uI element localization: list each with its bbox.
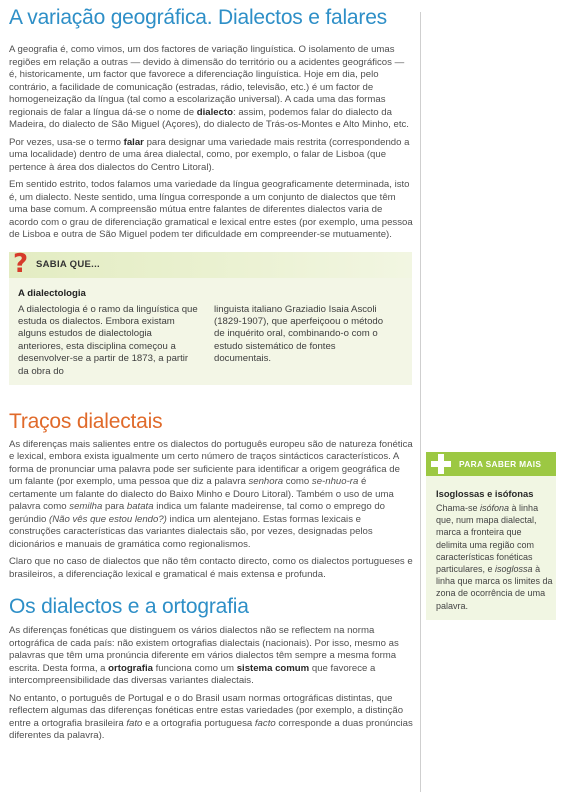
question-mark-icon: ? — [13, 248, 29, 279]
italic-term: semilha — [69, 501, 103, 513]
section3-paragraph-2: No entanto, o português de Portugal e o do Brasil usam normas ortográficas distintas, que reflectem algumas das diferenças fonéticas entre estas variedades (por exemplo, a distinção entre a ortografia brasileira fato e a ortografia portuguesa facto corresponde a duas pronúncias diferentes da palavra). — [9, 692, 413, 742]
section1-paragraph-3: Em sentido estrito, todos falamos uma variedade da língua geograficamente determinada, isto é, um dialecto. Neste sentido, uma língua corresponde a um conjunto de dialectos que têm uma base comum. A compreensão mútua entre falantes de diferentes dialectos varia de acordo com o grau de diferenciação gramatical e lexical entre estes (por exemplo, uma pessoa de Lisboa e outra de São Miguel podem ter dificuldade em compreender-se mutuamente). — [9, 179, 413, 240]
section1-paragraph-1: A geografia é, como vimos, um dos factores de variação linguística. O isolamento de umas regiões em relação a outras — devido à dimensão do território ou a acidentes geográficos — é, historicamente, um factor que favorece a diferenciação linguística. Hoje em dia, pelo contrário, a facilidade de comunicação (estradas, rádio, televisão, etc.) é um factor de homogeneização da língua (tal como a escolarização universal). A cada uma das formas regionais de falar a língua dá-se o nome de dialecto: assim, podemos falar do dialecto da Madeira, do dialecto de São Miguel (Açores), do dialecto de Trás-os-Montes e Alto Minho, etc. — [9, 44, 409, 130]
section3-paragraph-1: As diferenças fonéticas que distinguem os vários dialectos não se reflectem na norma ortográfica de cada país: não existem ortografias dialectais (nacionais). Por isso, mesmo as palavras que têm uma pronúncia diferente em vários dialectos têm sempre a mesma forma escrita. Desta forma, a ortografia funciona como um sistema comum que favorece a intercompreensibilidade das diversas variantes dialectais. — [9, 625, 399, 687]
para-saber-mais-text: Chama-se isófona à linha que, num mapa dialectal, marca a fronteira que delimita uma região com características fonéticas particulares, e isoglossa à linha que marca os limites da zona de ocorrência de uma palavra. — [436, 503, 553, 611]
column-divider — [420, 12, 421, 792]
italic-term: se-nhuo-ra — [311, 476, 359, 488]
sabia-que-heading: SABIA QUE... — [36, 259, 100, 270]
plus-icon — [431, 454, 451, 474]
section-title-variacao: A variação geográfica. Dialectos e falares — [9, 6, 387, 29]
italic-term: isoglossa — [495, 564, 533, 575]
bold-term: dialecto — [196, 106, 233, 118]
italic-term: (Não vês que estou lendo?) — [49, 513, 167, 525]
section2-paragraph-1: As diferenças mais salientes entre os dialectos do português europeu são de natureza fonética e lexical, embora exista igualmente um certo número de traços sintácticos característicos. A forma de pronunciar uma palavra pode ser suficiente para identificar a origem geográfica de um falante (por exemplo, uma pessoa que diz a palavra senhora como se-nhuo-ra é certamente um falante do dialecto do Baixo Minho e Douro Litoral). Também o uso de uma palavra como semilha para batata indica um falante madeirense, tal como o emprego do gerúndio (Não vês que estou lendo?) indica um alentejano. Estas formas lexicais e construções características das variantes dialectais são, por vezes, designadas pelos dicionários e manuais de gramática como regionalismos. — [9, 438, 413, 550]
section-title-tracos: Traços dialectais — [9, 409, 163, 433]
para-saber-mais-subtitle: Isoglossas e isófonas — [436, 488, 534, 499]
italic-term: isófona — [480, 503, 510, 513]
bold-term: falar — [123, 136, 144, 148]
section1-paragraph-2: Por vezes, usa-se o termo falar para designar uma variedade mais restrita (correspondendo a uma localidade) dentro de uma área dialectal, como, por exemplo, o falar de Lisboa (que pertence à área dos dialectos do Centro Litoral). — [9, 136, 410, 173]
para-saber-mais-heading: PARA SABER MAIS — [459, 459, 542, 469]
section-title-ortografia: Os dialectos e a ortografia — [9, 595, 249, 619]
section2-paragraph-2: Claro que no caso de dialectos que não têm contacto directo, como os dialectos portugueses e brasileiros, a diferenciação lexical e gramatical é mais extensa e profunda. — [9, 556, 413, 580]
italic-term: batata — [126, 501, 154, 513]
para-saber-mais-box — [426, 452, 556, 620]
sabia-que-column-1: A dialectologia é o ramo da linguística que estuda os dialectos. Embora existam alguns estudos de dialectologia anteriores, esta disciplina começou a desenvolver-se a partir de 1873, a partir da obra do — [18, 303, 198, 377]
para-saber-mais-header — [426, 452, 556, 476]
italic-term: senhora — [248, 476, 284, 488]
bold-term: sistema comum — [236, 662, 310, 674]
main-column — [9, 0, 414, 743]
sabia-que-subtitle: A dialectologia — [18, 287, 86, 299]
italic-term: facto — [254, 717, 276, 729]
sabia-que-box — [9, 248, 412, 385]
italic-term: fato — [126, 717, 143, 729]
sabia-que-columns — [9, 304, 412, 378]
sabia-que-column-2: linguista italiano Graziadio Isaia Ascoli (1829-1907), que aperfeiçoou o método de inquérito oral, combinando-o com o estudo sistemático de fontes documentais. — [214, 303, 384, 365]
bold-term: ortografia — [108, 662, 153, 674]
sabia-que-header — [9, 248, 412, 279]
